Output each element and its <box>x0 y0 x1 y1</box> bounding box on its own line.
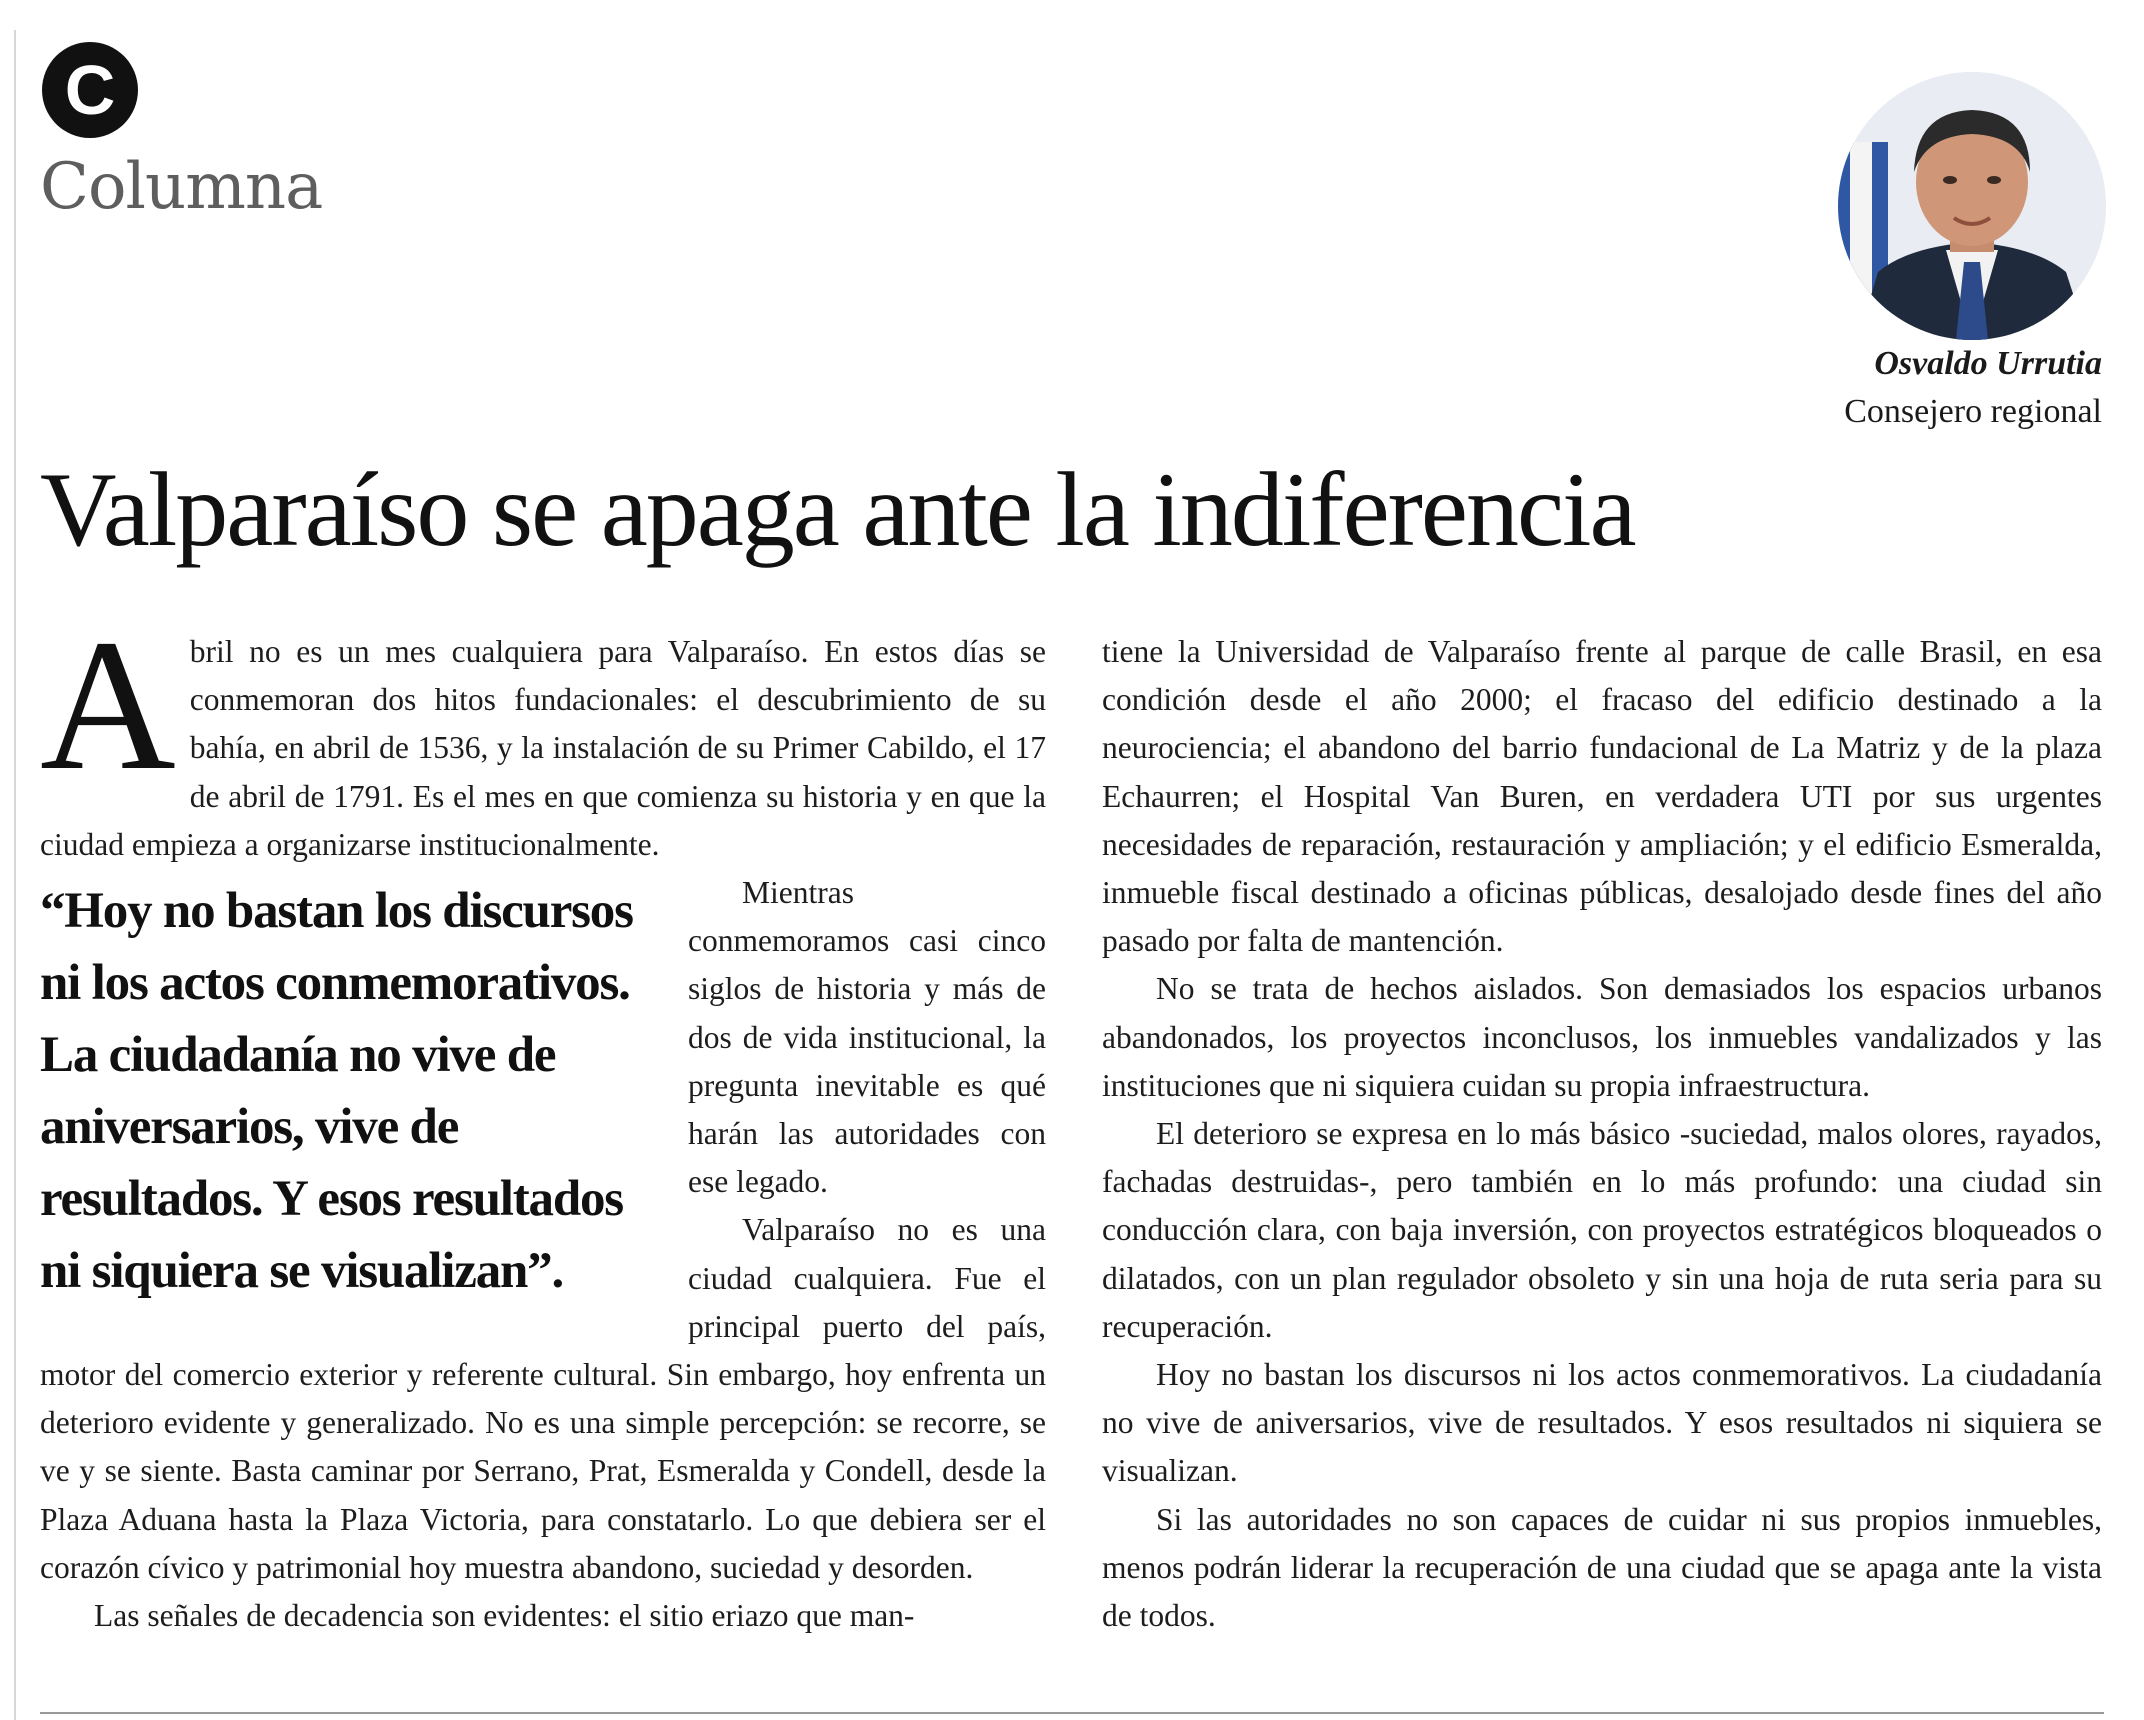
body-paragraph: Valparaíso no es una ciudad cualquiera. Fue el principal puerto del país, motor del comercio exterior y referente cultural. Sin embargo, hoy enfrenta un deterioro evidente y generalizado. No es una simple percepción: se recorre, se ve y se siente. Basta caminar por Serrano, Prat, Esmeralda y Condell, desde la Plaza Aduana hasta la Plaza Victoria, para constatarlo. Lo que debiera ser el corazón cívico y patrimonial hoy muestra abandono, suciedad y desorden. <box>40 1212 1046 1585</box>
lead-paragraph <box>40 600 1046 869</box>
body-paragraph: Si las autoridades no son capaces de cuidar ni sus propios inmuebles, menos podrán liderar la recuperación de una ciudad que se apaga ante la vista de todos. <box>1102 1501 2102 1634</box>
author-role: Consejero regional <box>1844 393 2102 430</box>
author-name: Osvaldo Urrutia <box>1874 345 2102 382</box>
drop-cap: A <box>40 600 176 809</box>
section-badge: C <box>42 42 138 138</box>
author-block <box>1844 340 2102 436</box>
author-portrait-icon <box>1838 72 2106 340</box>
pull-quote: “Hoy no bastan los discursos ni los actos conmemorativos. La ciudadanía no vive de aniversarios, vive de resultados. Y esos resultados ni siquiera se visualizan”. <box>40 883 633 1300</box>
body-paragraph <box>40 869 1046 1300</box>
right-column <box>1102 628 2102 1640</box>
continued-paragraph: tiene la Universidad de Valparaíso frente al parque de calle Brasil, en esa condición desde el año 2000; el fracaso del edificio destinado a la neurociencia; el abandono del barrio fundacional de La Matriz y de la plaza Echaurren; el Hospital Van Buren, en verdadera UTI por sus urgentes necesidades de reparación, restauración y ampliación; y el edificio Esmeralda, inmueble fiscal destinado a oficinas públicas, desalojado desde fines del año pasado por falta de mantención. <box>1102 634 2102 959</box>
body-paragraph: Hoy no bastan los discursos ni los actos conmemorativos. La ciudadanía no vive de aniversarios, vive de resultados. Y esos resultados ni siquiera se visualizan. <box>1102 1357 2102 1489</box>
body-paragraph: No se trata de hechos aislados. Son demasiados los espacios urbanos abandonados, los proyectos inconclusos, los inmuebles vandalizados y las instituciones que ni siquiera cuidan su propia infraestructura. <box>1102 971 2102 1103</box>
lead-text: bril no es un mes cualquiera para Valparaíso. En estos días se conmemoran dos hitos fundacionales: el descubrimiento de su bahía, en abril de 1536, y la instalación de su Primer Cabildo, el 17 de abril de 1791. Es el mes en que comienza su historia y en que la ciudad empieza a organizarse institucionalmente. <box>40 634 1046 862</box>
section-label: Columna <box>40 150 323 224</box>
body-paragraph: Las señales de decadencia son evidentes: el sitio eriazo que man- <box>94 1598 915 1634</box>
left-column <box>40 600 1046 1640</box>
headline: Valparaíso se apaga ante la indiferencia <box>40 451 1635 568</box>
page-left-rule <box>14 30 16 1720</box>
body-paragraph: El deterioro se expresa en lo más básico -suciedad, malos olores, rayados, fachadas destruidas-, pero también en lo más profundo: una ciudad sin conducción clara, con baja inversión, con proyectos estratégicos bloqueados o dilatados, con un plan regulador obsoleto y sin una hoja de ruta seria para su recuperación. <box>1102 1116 2102 1344</box>
body-paragraph-text: Mientras conmemoramos casi cinco siglos de historia y más de dos de vida institucional, la pregunta inevitable es qué harán las autoridades con ese legado. <box>688 875 1046 1200</box>
bottom-rule <box>40 1712 2104 1714</box>
author-photo <box>1838 72 2106 340</box>
